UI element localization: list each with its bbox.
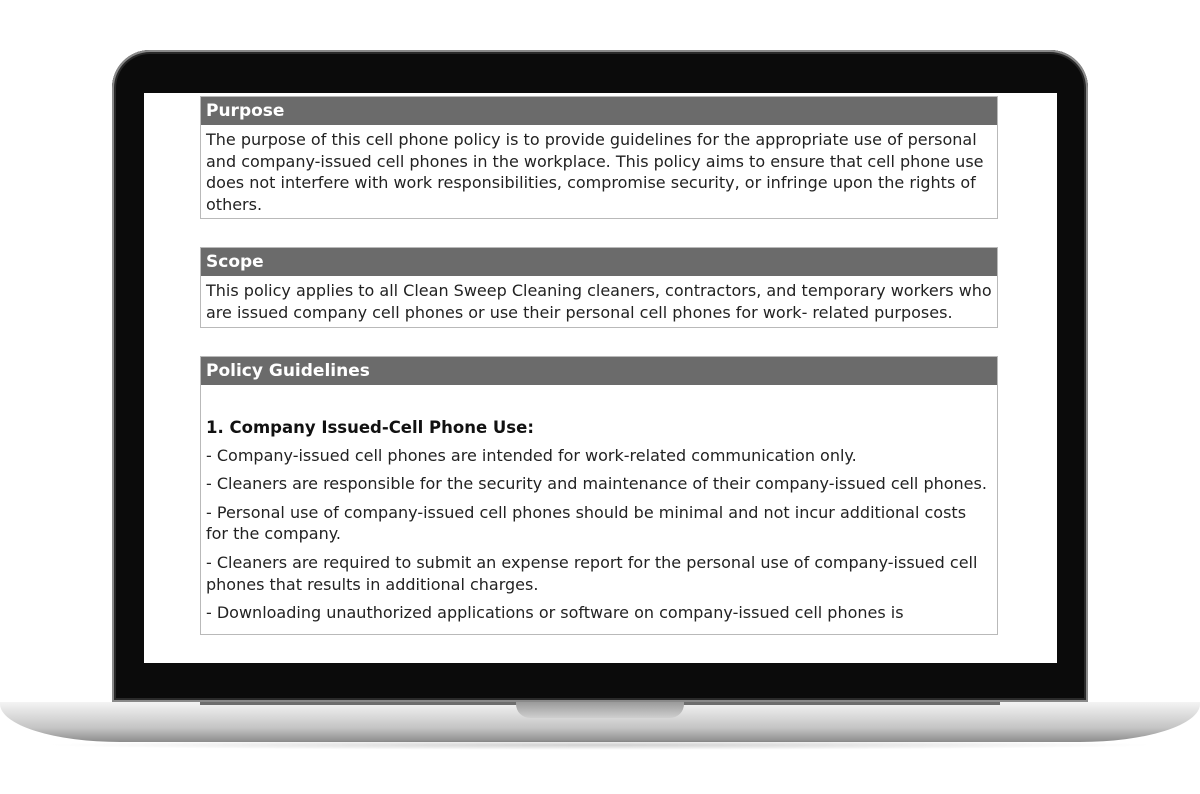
policy-guidelines-header: Policy Guidelines <box>201 357 997 385</box>
guideline-item: - Cleaners are required to submit an expense report for the personal use of company-issued cell phones that results in additional charges. <box>206 552 978 594</box>
policy-document <box>200 96 998 663</box>
scope-header: Scope <box>201 248 997 276</box>
scope-body: This policy applies to all Clean Sweep Cleaning cleaners, contractors, and temporary workers who are issued company cell phones or use their personal cell phones for work- related purposes. <box>206 281 992 322</box>
policy-guidelines-body <box>201 385 997 634</box>
purpose-header: Purpose <box>201 97 997 125</box>
scope-section <box>200 247 998 327</box>
guideline-item: - Downloading unauthorized applications or software on company-issued cell phones is <box>206 603 904 623</box>
laptop-base <box>0 702 1200 742</box>
guideline-item: - Cleaners are responsible for the security and maintenance of their company-issued cell phones. <box>206 474 987 494</box>
purpose-section <box>200 96 998 219</box>
laptop-shadow <box>40 740 1160 750</box>
company-phone-use-heading: 1. Company Issued-Cell Phone Use: <box>206 417 534 437</box>
guideline-item: - Company-issued cell phones are intended for work-related communication only. <box>206 445 857 465</box>
policy-guidelines-section <box>200 356 998 635</box>
purpose-body: The purpose of this cell phone policy is to provide guidelines for the appropriate use of personal and company-issued cell phones in the workplace. This policy aims to ensure that cell phone use does not interfere with work responsibilities, compromise security, or infringe upon the rights of others. <box>206 130 984 214</box>
laptop-screen <box>144 93 1057 663</box>
guideline-item: - Personal use of company-issued cell phones should be minimal and not incur additional costs for the company. <box>206 502 967 544</box>
trackpad-notch <box>516 702 684 718</box>
